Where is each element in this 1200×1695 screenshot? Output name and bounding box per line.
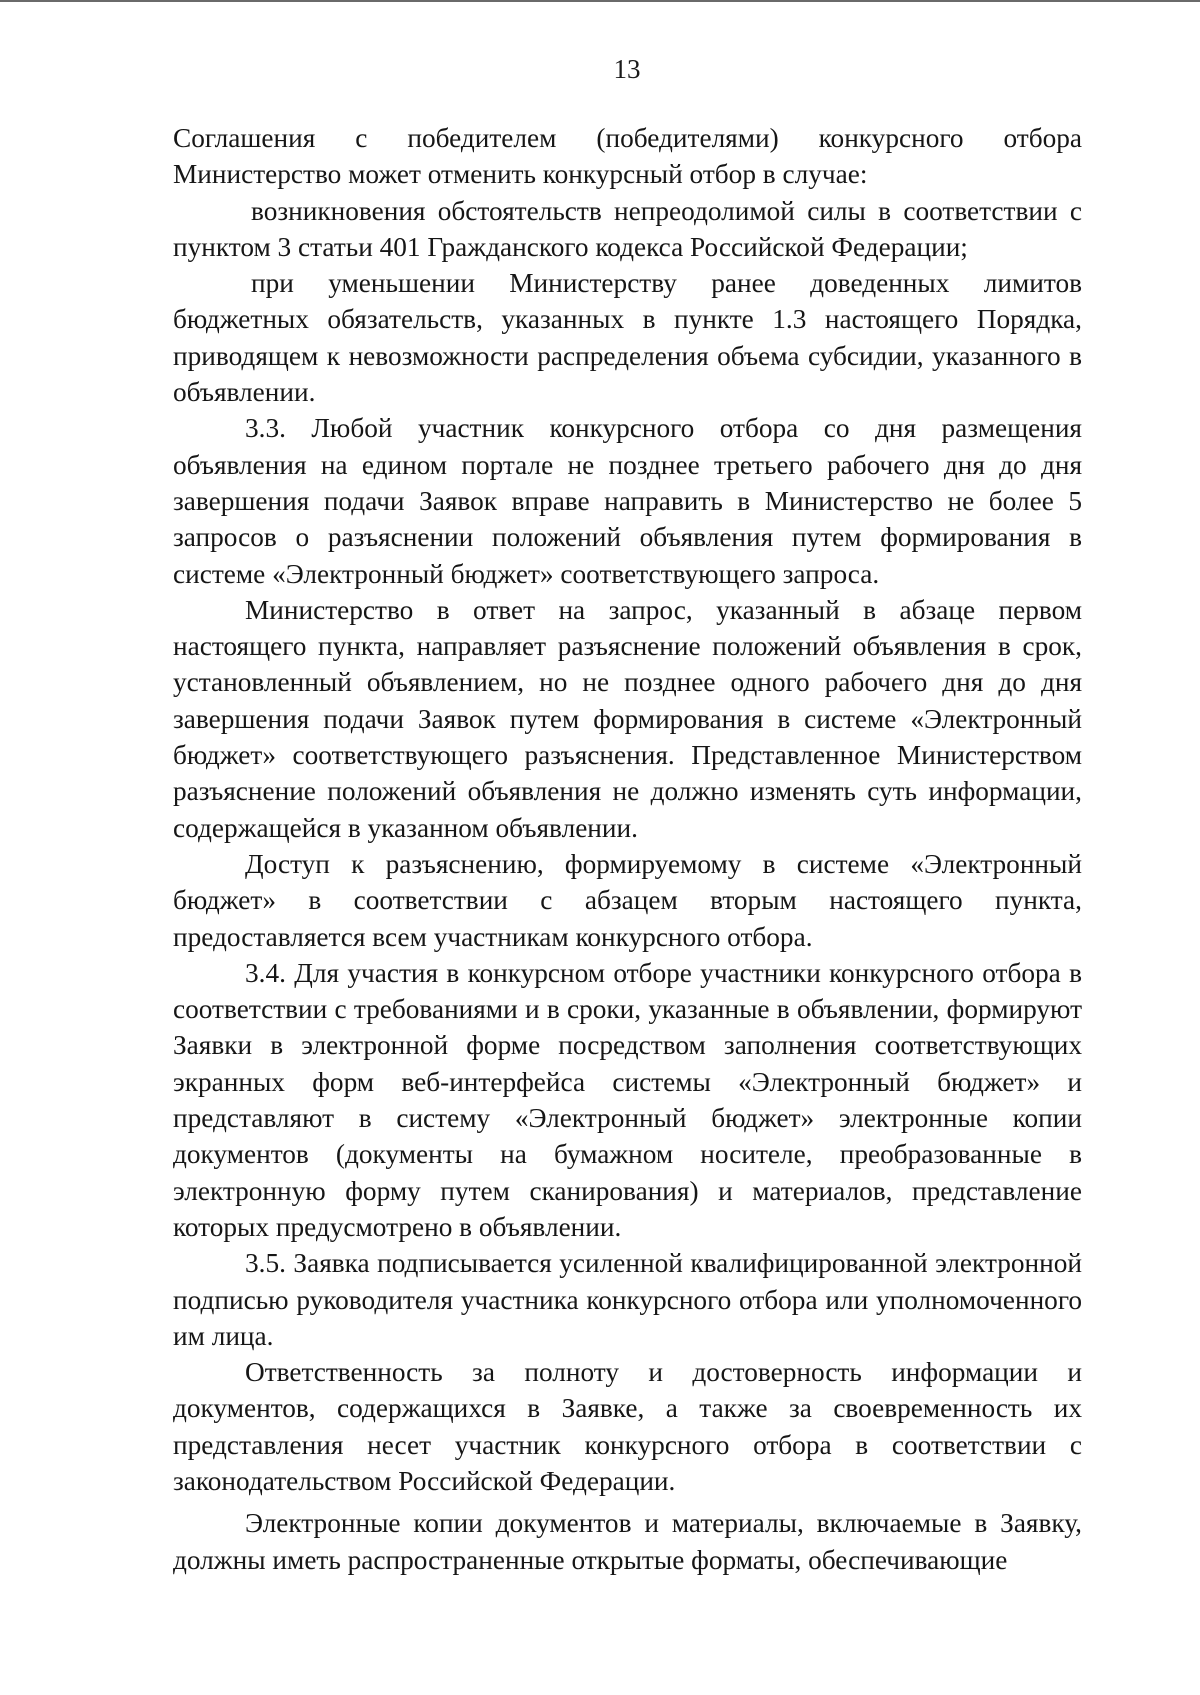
- paragraph-3-5: 3.5. Заявка подписывается усиленной квалифицированной электронной подписью руководителя участника конкурсного отбора или уполномоченного им лица.: [173, 1248, 1082, 1351]
- paragraph-3-4: 3.4. Для участия в конкурсном отборе участники конкурсного отбора в соответствии с требованиями и в сроки, указанные в объявлении, формируют Заявки в электронной форме посредством заполнения соответствующих экранных форм веб-интерфейса системы «Электронный бюджет» и представляют в систему «Электронный бюджет» электронные копии документов (документы на бумажном носителе, преобразованные в электронную форму путем сканирования) и материалов, представление которых предусмотрено в объявлении.: [173, 957, 1082, 1242]
- paragraph-agreement-cancellation: Соглашения с победителем (победителями) конкурсного отбора Министерство может отменить конкурсный отбор в случае:: [173, 123, 1082, 190]
- paragraph-electronic-copies: Электронные копии документов и материалы, включаемые в Заявку, должны иметь распространенные открытые форматы, обеспечивающие: [173, 1508, 1082, 1575]
- paragraph-responsibility: Ответственность за полноту и достоверность информации и документов, содержащихся в Заявке, а также за своевременность их представления несет участник конкурсного отбора в соответствии с законодательством Российской Федерации.: [173, 1357, 1082, 1496]
- page-number: 13: [613, 54, 641, 84]
- paragraph-budget-reduction: при уменьшении Министерству ранее доведенных лимитов бюджетных обязательств, указанных в пункте 1.3 настоящего Порядка, приводящем к невозможности распределения объема субсидии, указанного в объявлении.: [173, 268, 1082, 408]
- paragraph-3-3: 3.3. Любой участник конкурсного отбора со дня размещения объявления на едином портале не позднее третьего рабочего дня до дня завершения подачи Заявок вправе направить в Министерство не более 5 запросов о разъяснении положений объявления путем формирования в системе «Электронный бюджет» соответствующего запроса.: [173, 413, 1082, 589]
- paragraph-access-to-clarification: Доступ к разъяснению, формируемому в системе «Электронный бюджет» в соответствии с абзацем вторым настоящего пункта, предоставляется всем участникам конкурсного отбора.: [173, 848, 1082, 952]
- paragraph-force-majeure: возникновения обстоятельств непреодолимой силы в соответствии с пунктом 3 статьи 401 Гражданского кодекса Российской Федерации;: [173, 195, 1082, 262]
- paragraph-ministry-response: Министерство в ответ на запрос, указанный в абзаце первом настоящего пункта, направляет разъяснение положений объявления в срок, установленный объявлением, но не позднее одного рабочего дня до дня завершения подачи Заявок путем формирования в системе «Электронный бюджет» соответствующего разъяснения. Представленное Министерством разъяснение положений объявления не должно изменять суть информации, содержащейся в указанном объявлении.: [173, 594, 1082, 843]
- document-body: [173, 120, 1082, 1578]
